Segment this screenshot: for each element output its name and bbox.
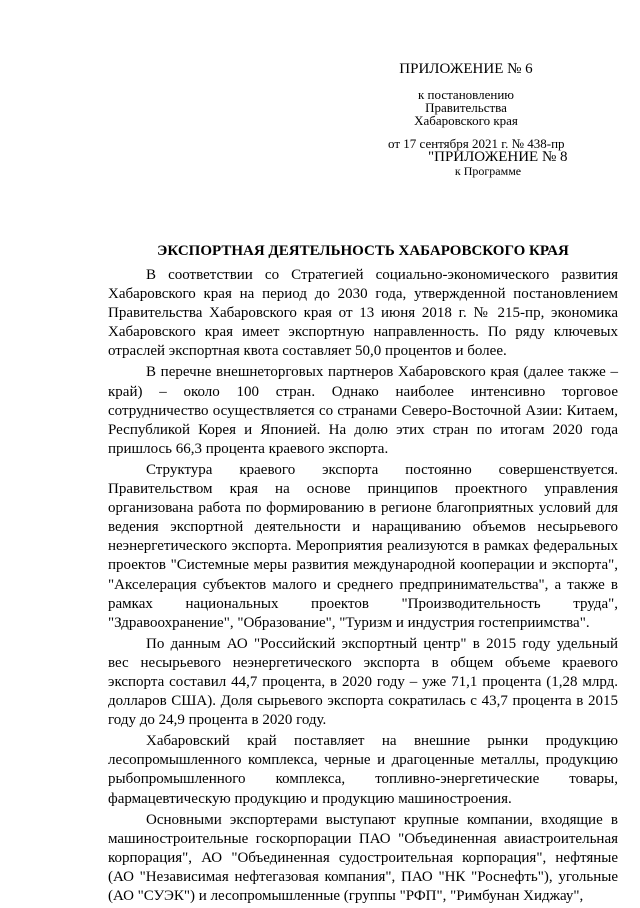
- paragraph: Хабаровский край поставляет на внешние рынки продукцию лесопромышленного комплекса, черные и драгоценные металлы, продукцию рыбопромышленного комплекса, топливно-энергетические товары, фармацевтическую продукцию и продукцию машиностроения.: [108, 733, 618, 807]
- decree-reference-line: к постановлению: [417, 87, 515, 102]
- paragraph: Структура краевого экспорта постоянно совершенствуется. Правительством края на основе принципов проектного управления организована работа по формированию в регионе благоприятных условий для ведения экспортной деятельности и наращиванию объемов несырьевого неэнергетического экспорта. Мероприятия реализуются в рамках федеральных проектов "Системные меры развития международной кооперации и экспорта", "Акселерация субъектов малого и среднего предпринимательства", а также в рамках национальных проектов "Производительность труда", "Здравоохранение", "Образование", "Туризм и индустрия гостеприимства".: [108, 461, 618, 631]
- appendix-header: [388, 61, 565, 151]
- paragraph: По данным АО "Российский экспортный центр" в 2015 году удельный вес несырьевого неэнергетического экспорта в общем объеме краевого экспорта составил 44,7 процента, в 2020 году – уже 71,1 процента (1,28 млрд. долларов США). Доля сырьевого экспорта сократилась с 43,7 процента в 2015 году до 24,9 процента в 2020 году.: [108, 635, 618, 729]
- document-title: ЭКСПОРТНАЯ ДЕЯТЕЛЬНОСТЬ ХАБАРОВСКОГО КРАЯ: [157, 243, 569, 259]
- program-appendix-title: "ПРИЛОЖЕНИЕ № 8: [428, 149, 568, 165]
- decree-issuer-line: Правительства: [425, 100, 507, 115]
- paragraph: В соответствии со Стратегией социально-экономического развития Хабаровского края на период до 2030 года, утвержденной постановлением Правительства Хабаровского края от 13 июня 2018 г. № 215-пр, экономика Хабаровского края имеет экспортную направленность. По ряду ключевых отраслей экспортная квота составляет 50,0 процентов и более.: [108, 267, 618, 360]
- program-appendix-header: [428, 149, 568, 178]
- paragraph: В перечне внешнеторговых партнеров Хабаровского края (далее также – край) – около 100 стран. Однако наиболее интенсивно торговое сотрудничество осуществляется со странами Северо-Восточной Азии: Китаем, Республикой Корея и Японией. На долю этих стран по итогам 2020 года пришлось 66,3 процента краевого экспорта.: [108, 364, 618, 457]
- decree-date: от 17 сентября 2021 г. № 438-пр: [388, 136, 565, 151]
- appendix-title: ПРИЛОЖЕНИЕ № 6: [399, 61, 533, 77]
- decree-region-line: Хабаровского края: [414, 113, 518, 128]
- program-appendix-subtitle: к Программе: [454, 164, 522, 178]
- document-body: [108, 266, 618, 908]
- paragraph: Основными экспортерами выступают крупные компании, входящие в машиностроительные госкорпорации ПАО "Объединенная авиастроительная корпорация", АО "Объединенная судостроительная корпорация", нефтяные (АО "Независимая нефтегазовая компания", ПАО "НК "Роснефть"), угольные (АО "СУЭК") и лесопромышленные (группы "РФП", "Римбунан Хиджау",: [108, 811, 618, 904]
